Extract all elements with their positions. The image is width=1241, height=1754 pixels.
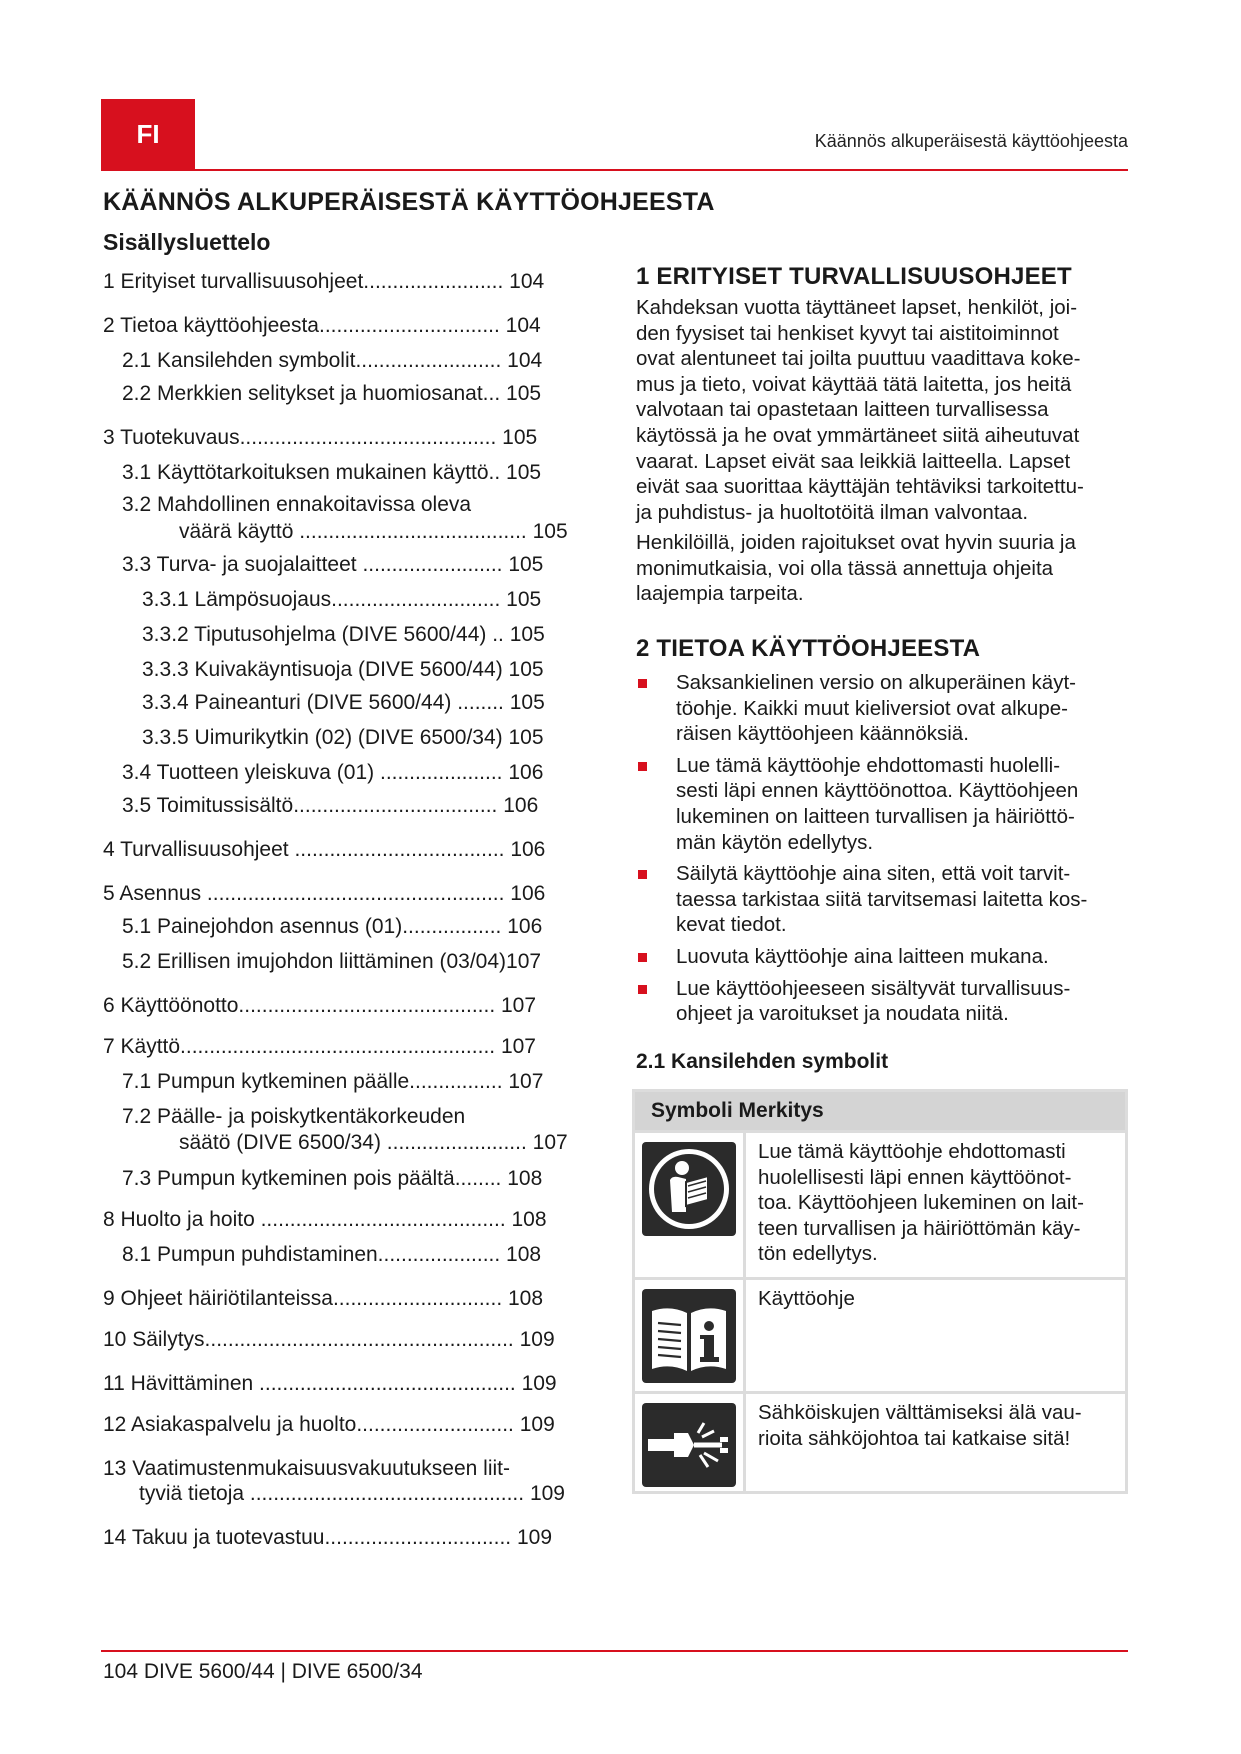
section-1-paragraph-2: Henkilöillä, joiden rajoitukset ovat hyvin suuria ja monimutkaisia, voi olla tässä annettuja ohjeita laajempia tarpeita. bbox=[636, 531, 1076, 606]
toc-entry[interactable]: 3.3.1 Lämpösuojaus............................. 105 bbox=[142, 588, 542, 611]
footer-rule bbox=[101, 1650, 1128, 1652]
list-item: Lue tämä käyttöohje ehdottomasti huolelli- sesti läpi ennen käyttöönottoa. Käyttöohjeen lukeminen on laitteen turvallisen ja häiriöttö- män käytön edellytys. bbox=[636, 753, 1130, 855]
symbol-cell bbox=[634, 1278, 745, 1392]
toc-entry-continuation: väärä käyttö ....................................... 105 bbox=[179, 520, 568, 543]
toc-entry[interactable]: 5.1 Painejohdon asennus (01)................. 106 bbox=[122, 915, 543, 938]
toc-entry[interactable]: 12 Asiakaspalvelu ja huolto........................... 109 bbox=[103, 1413, 555, 1436]
meaning-cell: Lue tämä käyttöohje ehdottomasti huolellisesti läpi ennen käyttöönot- toa. Käyttöohjeen lukeminen on lait- teen turvallisen ja häiriöttömän käy- tön edellytys. bbox=[745, 1132, 1127, 1279]
toc-entry[interactable]: 3.5 Toimitussisältö................................... 106 bbox=[122, 794, 539, 817]
list-item: Säilytä käyttöohje aina siten, että voit tarvit- taessa tarkistaa siitä tarvitsemasi laitetta kos- kevat tiedot. bbox=[636, 861, 1130, 938]
meaning-cell: Sähköiskujen välttämiseksi älä vau- rioita sähköjohtoa tai katkaise sitä! bbox=[745, 1392, 1127, 1492]
toc-entry[interactable]: 1 Erityiset turvallisuusohjeet........................ 104 bbox=[103, 270, 545, 293]
bullet-square-icon bbox=[638, 985, 647, 994]
toc-entry[interactable]: 3.1 Käyttötarkoituksen mukainen käyttö.. 105 bbox=[122, 461, 542, 484]
toc-entry[interactable]: 8.1 Pumpun puhdistaminen..................... 108 bbox=[122, 1243, 542, 1266]
toc-entry[interactable]: 2.2 Merkkien selitykset ja huomiosanat... 105 bbox=[122, 382, 542, 405]
list-item: Luovuta käyttöohje aina laitteen mukana. bbox=[636, 944, 1130, 970]
toc-entry[interactable]: 13 Vaatimustenmukaisuusvakuutukseen liit- bbox=[103, 1457, 510, 1480]
cable-damage-icon bbox=[642, 1403, 736, 1487]
bullet-square-icon bbox=[638, 762, 647, 771]
symbol-cell bbox=[634, 1132, 745, 1279]
toc-entry[interactable]: 3.3 Turva- ja suojalaitteet ........................ 105 bbox=[122, 553, 544, 576]
toc-entry[interactable]: 2.1 Kansilehden symbolit......................... 104 bbox=[122, 349, 543, 372]
toc-entry[interactable]: 5 Asennus ................................................... 106 bbox=[103, 882, 546, 905]
header-rule bbox=[101, 169, 1128, 171]
bullet-square-icon bbox=[638, 870, 647, 879]
table-row bbox=[634, 1132, 1127, 1279]
table-header: Symboli Merkitys bbox=[634, 1091, 1127, 1132]
toc-entry[interactable]: 3.4 Tuotteen yleiskuva (01) ..................... 106 bbox=[122, 761, 544, 784]
toc-entry[interactable]: 10 Säilytys..................................................... 109 bbox=[103, 1328, 555, 1351]
symbols-table bbox=[632, 1089, 1128, 1494]
toc-entry[interactable]: 3.3.5 Uimurikytkin (02) (DIVE 6500/34) 105 bbox=[142, 726, 544, 749]
toc-heading: Sisällysluettelo bbox=[103, 229, 271, 255]
page-footer: 104 DIVE 5600/44 | DIVE 6500/34 bbox=[103, 1660, 423, 1683]
symbol-cell bbox=[634, 1392, 745, 1492]
table-row bbox=[634, 1392, 1127, 1492]
toc-entry[interactable]: 3.3.3 Kuivakäyntisuoja (DIVE 5600/44) 105 bbox=[142, 658, 544, 681]
toc-entry[interactable]: 4 Turvallisuusohjeet .................................... 106 bbox=[103, 838, 546, 861]
toc-entry[interactable]: 5.2 Erillisen imujohdon liittäminen (03/04)107 bbox=[122, 950, 542, 973]
section-1-paragraph-1: Kahdeksan vuotta täyttäneet lapset, henkilöt, joi- den fyysiset tai henkiset kyvyt tai aistitoiminnot ovat alentuneet tai joilta puuttuu vaadittava koke- mus ja tieto, voivat käyttää tätä laitetta, jos heitä valvotaan tai opastetaan laitteen turvallisessa käytössä ja he ovat ymmärtäneet siitä aiheutuvat vaarat. Lapset eivät saa leikkiä laitteella. Lapset eivät saa suorittaa käyttäjän tehtäviksi tarkoitettu- ja puhdistus- ja huoltotöitä ilman valvontaa. bbox=[636, 296, 1084, 524]
section-2-1-heading: 2.1 Kansilehden symbolit bbox=[636, 1050, 889, 1073]
toc-entry[interactable]: 7.2 Päälle- ja poiskytkentäkorkeuden bbox=[122, 1105, 466, 1128]
toc-entry[interactable]: 3.3.4 Paineanturi (DIVE 5600/44) ........ 105 bbox=[142, 691, 545, 714]
document-title: KÄÄNNÖS ALKUPERÄISESTÄ KÄYTTÖOHJEESTA bbox=[103, 188, 715, 216]
toc-entry[interactable]: 7.1 Pumpun kytkeminen päälle................ 107 bbox=[122, 1070, 544, 1093]
toc-entry[interactable]: 3.3.2 Tiputusohjelma (DIVE 5600/44) .. 105 bbox=[142, 623, 545, 646]
section-2-bullet-list bbox=[636, 670, 1130, 1033]
toc-entry[interactable]: 7.3 Pumpun kytkeminen pois päältä........ 108 bbox=[122, 1167, 543, 1190]
toc-entry[interactable]: 9 Ohjeet häiriötilanteissa............................. 108 bbox=[103, 1287, 544, 1310]
read-manual-icon bbox=[642, 1142, 736, 1236]
toc-entry[interactable]: 3 Tuotekuvaus............................................ 105 bbox=[103, 426, 538, 449]
toc-entry[interactable]: 11 Hävittäminen ............................................ 109 bbox=[103, 1372, 557, 1395]
manual-info-icon bbox=[642, 1289, 736, 1383]
running-title: Käännös alkuperäisestä käyttöohjeesta bbox=[814, 131, 1128, 151]
bullet-square-icon bbox=[638, 953, 647, 962]
toc-entry[interactable]: 8 Huolto ja hoito .......................................... 108 bbox=[103, 1208, 547, 1231]
toc-entry[interactable]: 14 Takuu ja tuotevastuu................................ 109 bbox=[103, 1526, 553, 1549]
list-item: Saksankielinen versio on alkuperäinen käyt- töohje. Kaikki muut kieliversiot ovat alkupe- räisen käyttöohjeen käännöksiä. bbox=[636, 670, 1130, 747]
toc-entry-continuation: säätö (DIVE 6500/34) ........................ 107 bbox=[179, 1131, 568, 1154]
toc-entry[interactable]: 6 Käyttöönotto............................................ 107 bbox=[103, 994, 537, 1017]
toc-entry[interactable]: 3.2 Mahdollinen ennakoitavissa oleva bbox=[122, 493, 472, 516]
section-2-heading: 2 TIETOA KÄYTTÖOHJEESTA bbox=[636, 635, 981, 662]
section-1-heading: 1 ERITYISET TURVALLISUUSOHJEET bbox=[636, 263, 1072, 290]
list-item: Lue käyttöohjeeseen sisältyvät turvallisuus- ohjeet ja varoitukset ja noudata niitä. bbox=[636, 976, 1130, 1027]
table-row bbox=[634, 1278, 1127, 1392]
toc-entry-continuation: tyviä tietoja ............................................... 109 bbox=[139, 1482, 565, 1505]
toc-entry[interactable]: 2 Tietoa käyttöohjeesta............................... 104 bbox=[103, 314, 541, 337]
bullet-square-icon bbox=[638, 679, 647, 688]
language-tab: FI bbox=[101, 99, 195, 170]
toc-entry[interactable]: 7 Käyttö...................................................... 107 bbox=[103, 1035, 536, 1058]
meaning-cell: Käyttöohje bbox=[745, 1278, 1127, 1392]
